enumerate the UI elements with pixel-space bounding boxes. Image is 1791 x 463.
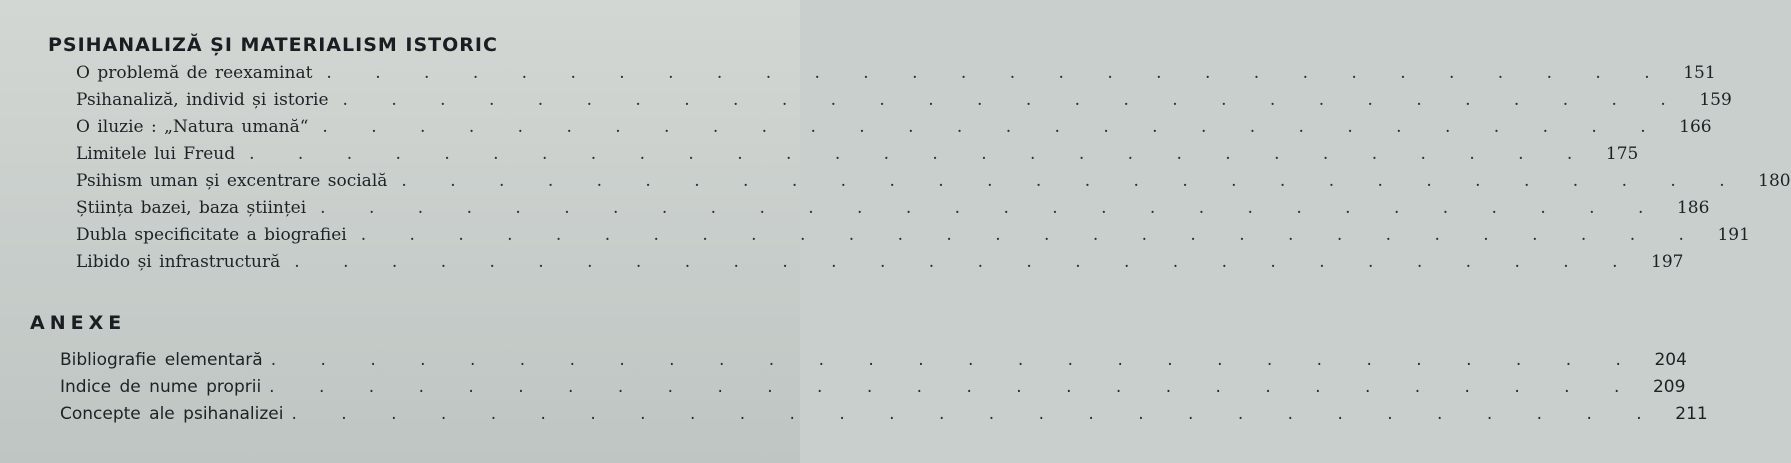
- section-title-psihanaliza: PSIHANALIZĂ ȘI MATERIALISM ISTORIC: [48, 34, 498, 56]
- dot-leader: . . . . . . . . . . . . . . . . . . . . . . . . . . . .: [291, 404, 1660, 424]
- toc-page-number: 197: [1651, 252, 1684, 272]
- toc-entry: [76, 144, 1639, 171]
- dot-leader: . . . . . . . . . . . . . . . . . . . . . . . . . . . .: [269, 377, 1638, 397]
- toc-page-number: 191: [1717, 225, 1750, 245]
- toc-entry: [60, 377, 1686, 404]
- toc-entry-title: Psihanaliză, individ și istorie: [76, 90, 329, 110]
- toc-page-number: 204: [1654, 350, 1687, 370]
- toc-entry: [60, 404, 1708, 431]
- dot-leader: . . . . . . . . . . . . . . . . . . . . . . . . . . . .: [320, 198, 1662, 218]
- toc-page-number: 180: [1758, 171, 1791, 191]
- toc-entry-title: Dubla specificitate a biografiei: [76, 225, 347, 245]
- dot-leader: . . . . . . . . . . . . . . . . . . . . . . . . . . . .: [294, 252, 1636, 272]
- toc-entry: [76, 171, 1791, 198]
- toc-entry: [76, 225, 1750, 252]
- toc-entry-title: Limitele lui Freud: [76, 144, 236, 164]
- toc-entry: [76, 90, 1732, 117]
- toc-page-number: 211: [1675, 404, 1708, 424]
- toc-entry-title: O problemă de reexaminat: [76, 63, 313, 83]
- dot-leader: . . . . . . . . . . . . . . . . . . . . . . . . . . . .: [249, 144, 1591, 164]
- toc-entry-title: Bibliografie elementară: [60, 350, 263, 370]
- section-title-anexe: ANEXE: [30, 312, 127, 334]
- toc-page-number: 186: [1676, 198, 1710, 218]
- toc-page-number: 159: [1699, 90, 1732, 110]
- toc-entry-title: Psihism uman și excentrare socială: [76, 171, 388, 191]
- toc-list-psihanaliza: [76, 63, 1791, 279]
- toc-page-number: 151: [1683, 63, 1716, 83]
- dot-leader: . . . . . . . . . . . . . . . . . . . . . . . . . . . .: [360, 225, 1702, 245]
- toc-page-number: 175: [1605, 144, 1639, 164]
- dot-leader: . . . . . . . . . . . . . . . . . . . . . . . . . . . .: [342, 90, 1684, 110]
- dot-leader: . . . . . . . . . . . . . . . . . . . . . . . . . . . .: [401, 171, 1743, 191]
- toc-entry: [76, 117, 1712, 144]
- toc-entry: [76, 252, 1684, 279]
- toc-entry: [76, 63, 1716, 90]
- toc-entry-title: Știința bazei, baza științei: [76, 198, 307, 218]
- toc-page-number: 209: [1652, 377, 1686, 397]
- dot-leader: . . . . . . . . . . . . . . . . . . . . . . . . . . . .: [322, 117, 1664, 137]
- toc-list-anexe: [60, 350, 1708, 431]
- toc-entry-title: Concepte ale psihanalizei: [60, 404, 284, 424]
- toc-page-number: 166: [1679, 117, 1712, 137]
- toc-entry-title: O iluzie : „Natura umană“: [76, 117, 309, 137]
- toc-entry: [76, 198, 1710, 225]
- toc-entry-title: Libido și infrastructură: [76, 252, 281, 272]
- dot-leader: . . . . . . . . . . . . . . . . . . . . . . . . . . . .: [270, 350, 1639, 370]
- toc-entry: [60, 350, 1687, 377]
- toc-entry-title: Indice de nume proprii: [60, 377, 262, 397]
- dot-leader: . . . . . . . . . . . . . . . . . . . . . . . . . . . .: [326, 63, 1668, 83]
